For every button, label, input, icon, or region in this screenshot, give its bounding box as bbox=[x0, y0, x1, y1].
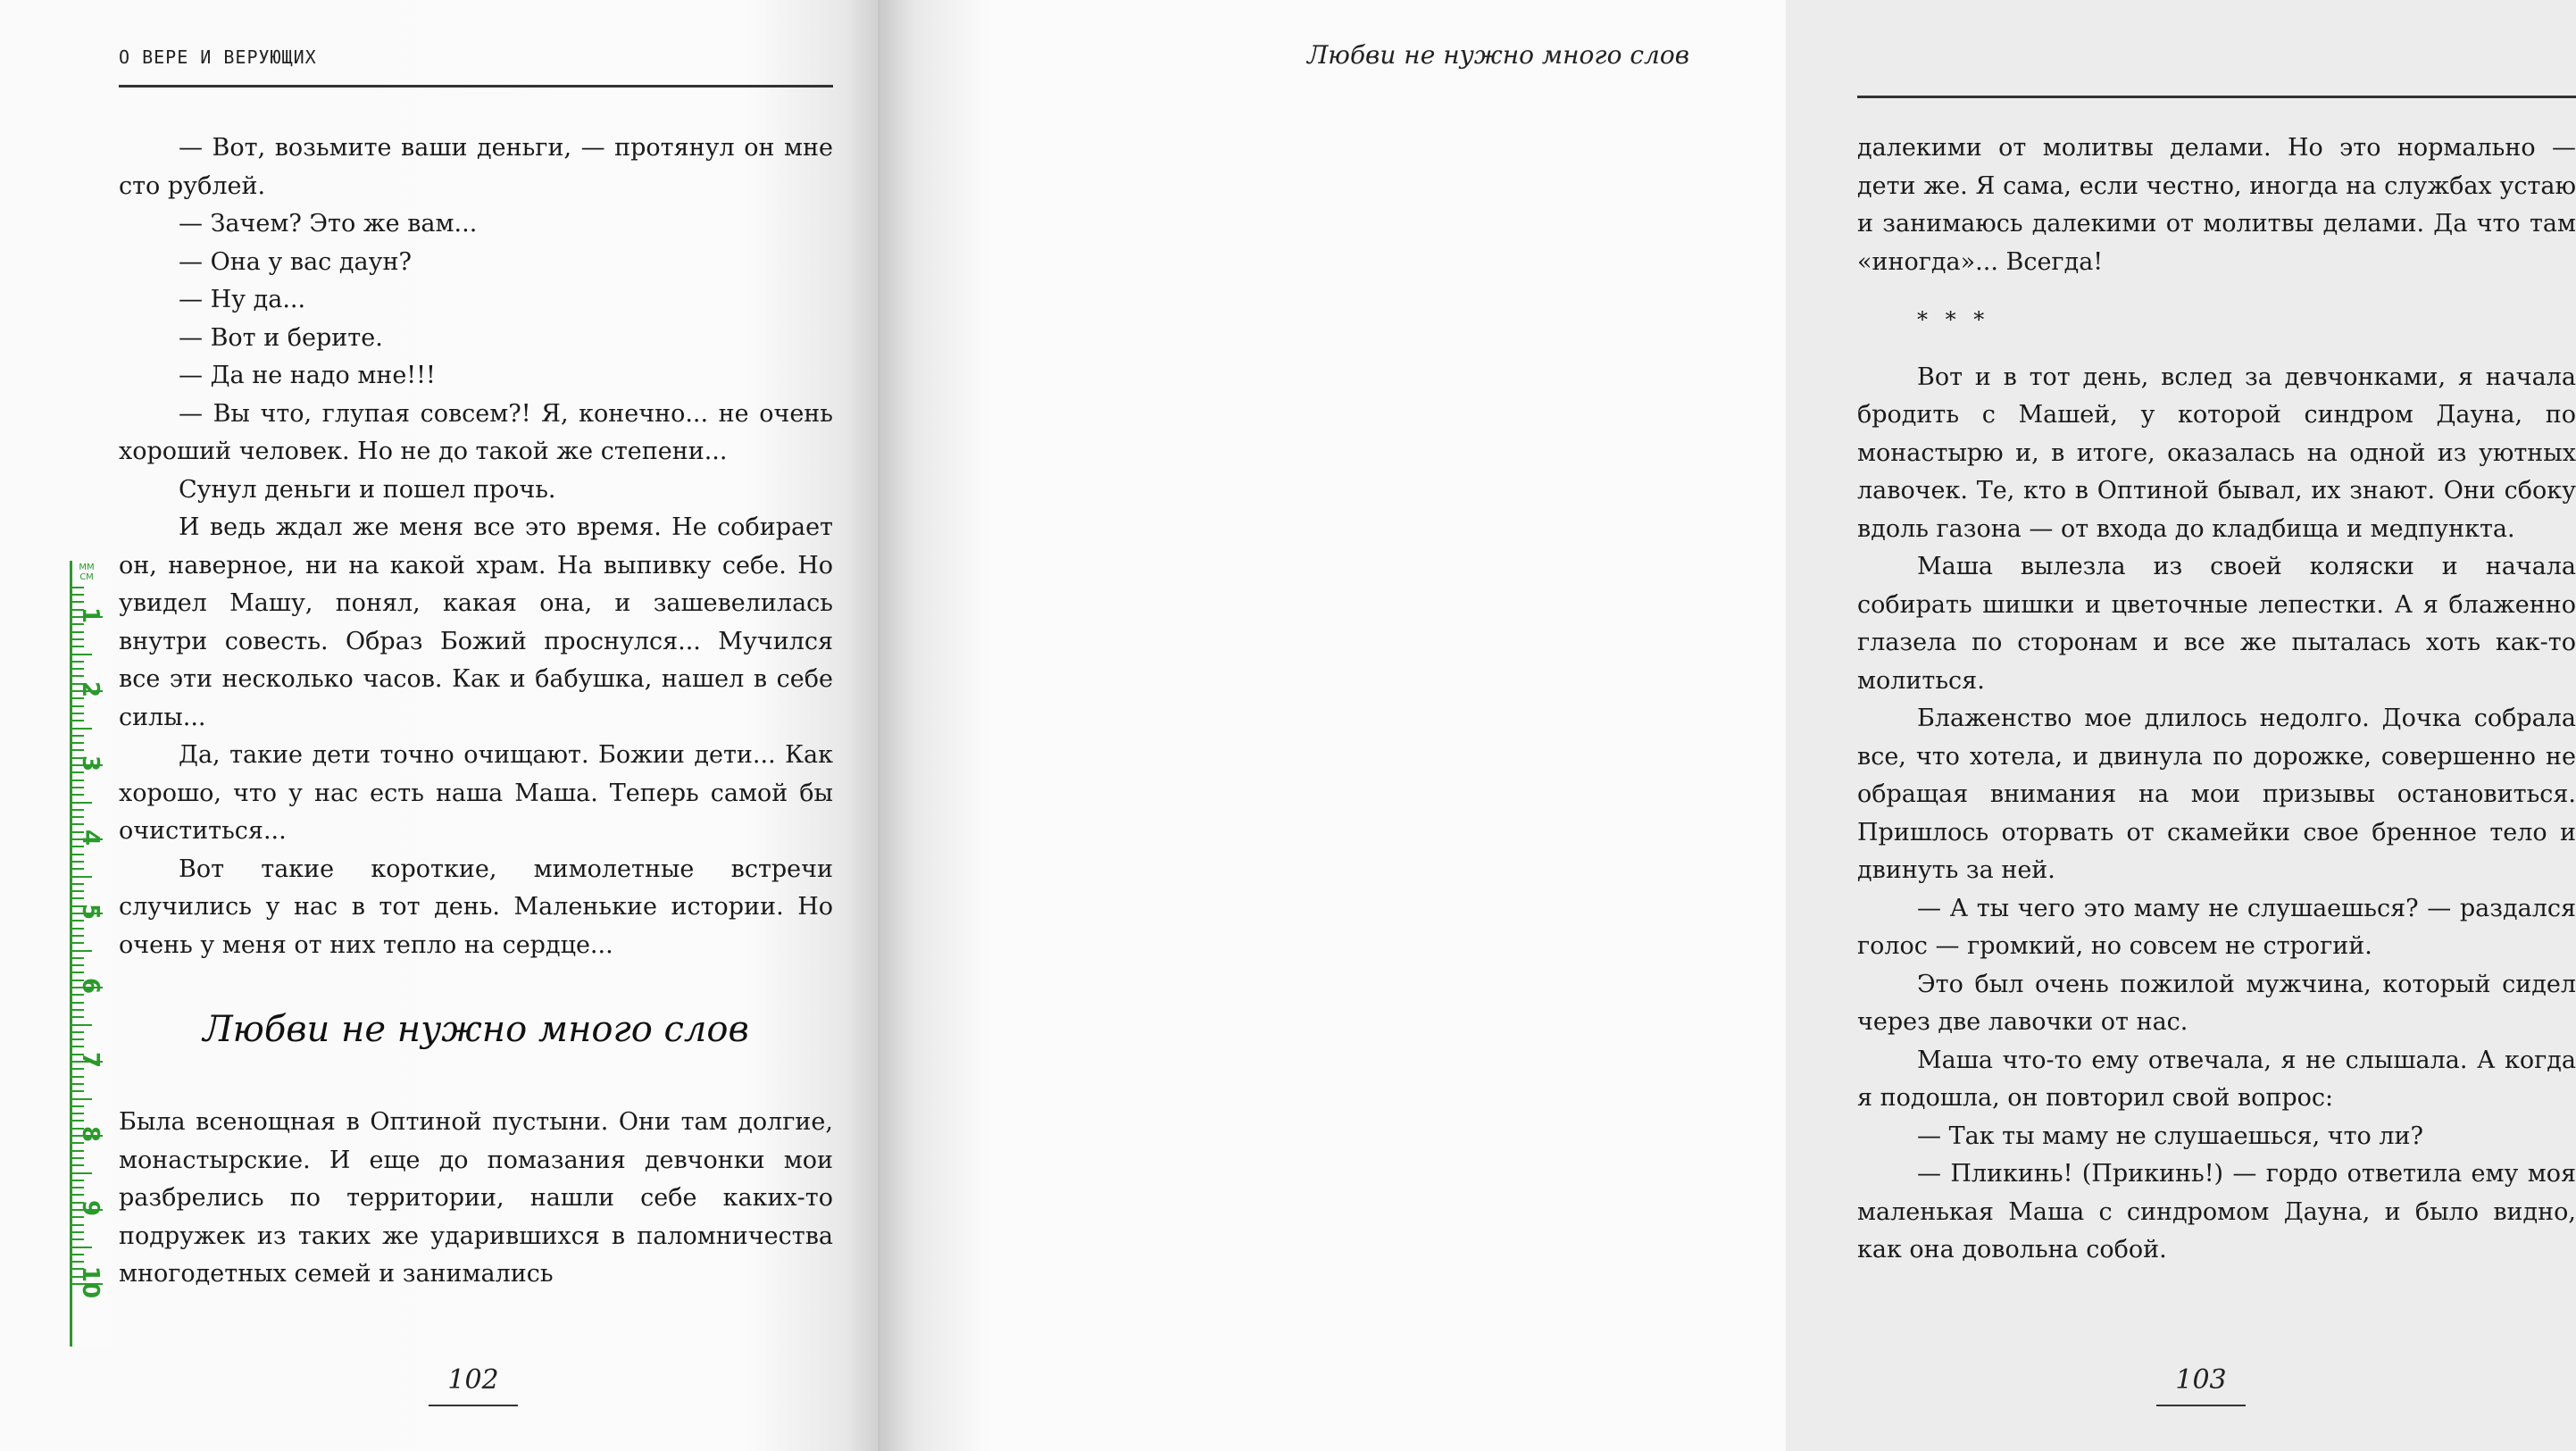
paragraph: Маша вылезла из своей коляски и начала собирать шишки и цветочные лепестки. А я блаженно глазела по сторонам и все же пыталась хоть как-то молиться. bbox=[1857, 553, 2576, 695]
paragraph: — Зачем? Это же вам... bbox=[179, 210, 478, 238]
header-rule-left bbox=[119, 85, 833, 88]
running-head-left: О ВЕРЕ И ВЕРУЮЩИХ bbox=[119, 46, 317, 68]
paragraph: — Вот, возьмите ваши деньги, — протянул он мне сто рублей. bbox=[119, 134, 833, 200]
header-rule-right bbox=[1857, 96, 2576, 98]
ruler-tick bbox=[72, 1261, 84, 1263]
ruler-number: 3 bbox=[77, 755, 104, 772]
ruler-tick bbox=[72, 1024, 92, 1026]
ruler-number: 8 bbox=[77, 1125, 104, 1143]
ruler-tick bbox=[72, 713, 84, 714]
ruler-number: 2 bbox=[77, 680, 104, 698]
ruler-tick bbox=[72, 661, 84, 663]
ruler-tick bbox=[72, 787, 84, 788]
paragraph: — А ты чего это маму не слушаешься? — раздался голос — громкий, но совсем не строгий. bbox=[1857, 894, 2576, 960]
ruler-tick bbox=[72, 1031, 84, 1033]
ruler-tick bbox=[72, 1172, 92, 1174]
ruler-tick bbox=[72, 816, 84, 818]
ruler-tick bbox=[72, 1009, 84, 1011]
ruler-tick bbox=[72, 594, 84, 596]
running-head-right: Любви не нужно много слов bbox=[1306, 40, 1689, 70]
ruler-tick bbox=[72, 742, 84, 744]
ruler-tick bbox=[72, 1038, 84, 1040]
page-number-rule-left bbox=[429, 1405, 518, 1406]
ruler-tick bbox=[72, 668, 84, 670]
paragraph: — Пликинь! (Прикинь!) — гордо ответила ему моя маленькая Маша с синдромом Дауна, и было видно, как она довольна собой. bbox=[1857, 1160, 2576, 1263]
paragraph: — Она у вас даун? bbox=[179, 247, 412, 276]
ruler-tick bbox=[72, 802, 92, 804]
ruler-tick bbox=[72, 861, 84, 863]
paragraph: И ведь ждал же меня все это время. Не собирает он, наверное, ни на какой храм. На выпивку себе. Но увидел Машу, понял, какая она, и зашевелилась внутри совесть. Образ Божий проснулся... Мучился все эти несколько часов. Как и бабушка, нашел в себе силы... bbox=[119, 513, 833, 731]
ruler-number: 6 bbox=[77, 977, 104, 995]
page-number-rule-right bbox=[2156, 1405, 2246, 1406]
ruler-tick bbox=[72, 1090, 84, 1092]
paragraph: — Да не надо мне!!! bbox=[179, 362, 436, 389]
paragraph: Это был очень пожилой мужчина, который сидел через две лавочки от нас. bbox=[1857, 970, 2576, 1036]
ruler-number: 10 bbox=[77, 1265, 104, 1299]
section-title: Любви не нужно много слов bbox=[203, 1009, 749, 1050]
ruler-tick bbox=[72, 1231, 84, 1233]
ruler-tick bbox=[72, 935, 84, 937]
ruler-tick bbox=[72, 942, 84, 944]
ruler-tick bbox=[72, 809, 84, 811]
ruler-units-label: ММ СМ bbox=[79, 563, 95, 582]
right-page-text bbox=[1857, 129, 2576, 1270]
ruler-number: 1 bbox=[77, 606, 104, 624]
page-number-left: 102 bbox=[447, 1364, 499, 1396]
paragraph: Была всенощная в Оптиной пустыни. Они там долгие, монастырские. И еще до помазания девчонки мои разбрелись по территории, нашли себе каких-то подружек из таких же ударившихся в паломничества многодетных семей и занимались bbox=[119, 1108, 833, 1288]
ruler-tick bbox=[72, 876, 92, 878]
ruler bbox=[70, 561, 112, 1347]
ruler-tick bbox=[72, 720, 84, 721]
ruler-tick bbox=[72, 1157, 84, 1159]
paragraph: Вот и в тот день, вслед за девчонками, я начала бродить с Машей, у которой синдром Дауна, по монастырю и, в итоге, оказалась на одной из уютных лавочек. Те, кто в Оптиной бывал, их знают. Они сбоку вдоль газона — от входа до кладбища и медпункта. bbox=[1857, 363, 2576, 543]
ruler-tick bbox=[72, 794, 84, 796]
ruler-tick bbox=[72, 1247, 92, 1248]
ruler-tick bbox=[72, 1105, 84, 1107]
paragraph: — Вы что, глупая совсем?! Я, конечно... не очень хороший человек. Но не до такой же степени... bbox=[119, 399, 833, 465]
ruler-tick bbox=[72, 638, 84, 640]
ruler-number: 4 bbox=[77, 829, 104, 846]
ruler-tick bbox=[72, 1180, 84, 1181]
ruler-tick bbox=[72, 646, 84, 647]
ruler-number: 5 bbox=[77, 903, 104, 921]
ruler-tick bbox=[72, 1254, 84, 1255]
paragraph: — Ну да... bbox=[179, 286, 306, 313]
paragraph: Блаженство мое длилось недолго. Дочка собрала все, что хотела, и двинула по дорожке, совершенно не обращая внимания на мои призывы остановиться. Пришлось оторвать от скамейки свое бренное тело и двинуть за ней. bbox=[1857, 705, 2576, 884]
ruler-number: 9 bbox=[77, 1199, 104, 1217]
left-page bbox=[0, 0, 880, 1451]
ruler-tick bbox=[72, 1083, 84, 1085]
paragraph: Да, такие дети точно очищают. Божии дети... Как хорошо, что у нас есть наша Маша. Теперь самой бы очиститься... bbox=[119, 741, 833, 845]
ruler-tick bbox=[72, 654, 92, 655]
paragraph: Маша что-то ему отвечала, я не слышала. А когда я подошла, он повторил свой вопрос: bbox=[1857, 1046, 2576, 1112]
section-break-asterism: * * * bbox=[1917, 307, 1990, 332]
paragraph: далекими от молитвы делами. Но это нормально — дети же. Я сама, если честно, иногда на службах устаю и занимаюсь далекими от молитвы делами. Да что там «иногда»... Всегда! bbox=[1857, 134, 2576, 276]
ruler-tick bbox=[72, 957, 84, 959]
paragraph: Сунул деньги и пошел прочь. bbox=[179, 475, 556, 504]
ruler-tick bbox=[72, 735, 84, 737]
paragraph: — Вот и берите. bbox=[179, 323, 383, 352]
ruler-tick bbox=[72, 1016, 84, 1018]
ruler-tick bbox=[72, 1098, 92, 1100]
right-page bbox=[880, 0, 2576, 1451]
ruler-tick bbox=[72, 890, 84, 892]
ruler-tick bbox=[72, 587, 84, 588]
left-page-text bbox=[119, 129, 833, 1294]
ruler-tick bbox=[72, 868, 84, 870]
ruler-tick bbox=[72, 1238, 84, 1240]
ruler-tick bbox=[72, 950, 92, 952]
ruler-tick bbox=[72, 1113, 84, 1114]
paragraph: — Так ты маму не слушаешься, что ли? bbox=[1917, 1122, 2423, 1150]
ruler-tick bbox=[72, 1164, 84, 1166]
ruler-tick bbox=[72, 728, 92, 730]
ruler-tick bbox=[72, 883, 84, 885]
paragraph: Вот такие короткие, мимолетные встречи случились у нас в тот день. Маленькие истории. Но очень у меня от них тепло на сердце... bbox=[119, 855, 833, 959]
ruler-tick bbox=[72, 964, 84, 966]
page-number-right: 103 bbox=[2175, 1364, 2227, 1396]
ruler-number: 7 bbox=[77, 1051, 104, 1069]
ruler-tick bbox=[72, 1187, 84, 1188]
